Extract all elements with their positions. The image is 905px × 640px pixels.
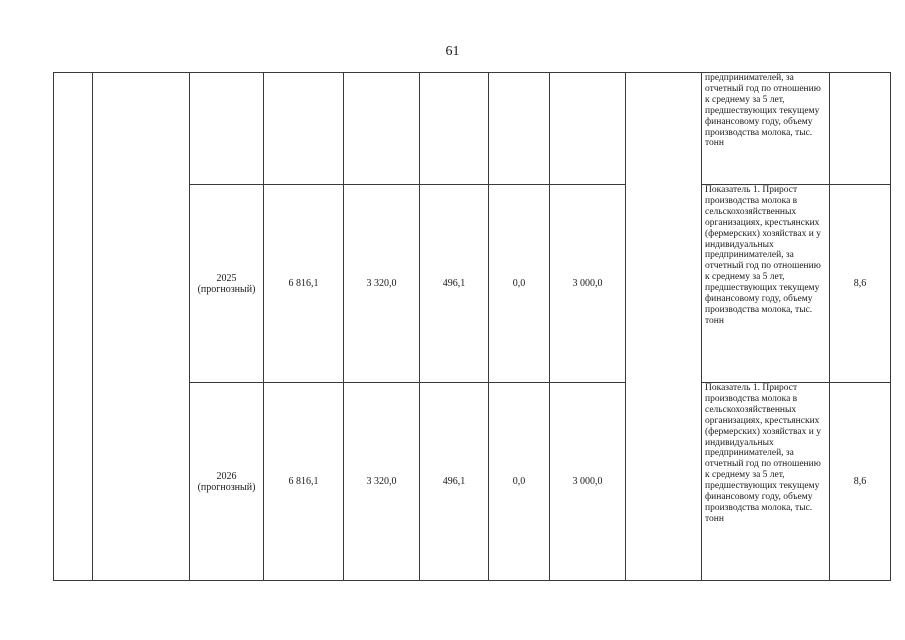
program-table [53,72,891,581]
cell-year [190,185,264,383]
cell-col5: 3 000,0 [550,185,626,383]
year-note: (прогнозный) [197,481,256,493]
cell-total-empty [264,73,344,185]
year-label: 2025 [216,272,237,284]
cell-year [190,383,264,581]
cell-indicator-continued: предпринимателей, за отчетный год по отношению к среднему за 5 лет, предшествующих текущему финансовому году, объему производства молока, тыс. тонн [702,73,830,185]
cell-name [93,73,190,581]
cell-responsible [626,73,702,581]
cell-col4: 0,0 [489,383,550,581]
cell-col4: 0,0 [489,185,550,383]
page-number: 61 [445,44,460,59]
cell-value-empty [830,73,891,185]
cell-col3: 496,1 [420,383,489,581]
cell-col2: 3 320,0 [344,383,420,581]
cell-value: 8,6 [830,383,891,581]
year-label: 2026 [216,470,237,482]
cell-col3-empty [420,73,489,185]
year-note: (прогнозный) [197,283,256,295]
cell-value: 8,6 [830,185,891,383]
table-row-continued [54,73,891,185]
cell-col5-empty [550,73,626,185]
cell-col4-empty [489,73,550,185]
cell-col3: 496,1 [420,185,489,383]
cell-number [54,73,93,581]
cell-total: 6 816,1 [264,185,344,383]
cell-indicator: Показатель 1. Прирост производства молока в сельскохозяйственных организациях, крестьянских (фермерских) хозяйствах и у индивидуальных предпринимателей, за отчетный год по отношению к среднему за 5 лет, предшествующих текущему финансовому году, объему производства молока, тыс. тонн [702,383,830,581]
cell-col5: 3 000,0 [550,383,626,581]
cell-indicator: Показатель 1. Прирост производства молока в сельскохозяйственных организациях, крестьянских (фермерских) хозяйствах и у индивидуальных предпринимателей, за отчетный год по отношению к среднему за 5 лет, предшествующих текущему финансовому году, объему производства молока, тыс. тонн [702,185,830,383]
cell-col2-empty [344,73,420,185]
cell-total: 6 816,1 [264,383,344,581]
cell-col2: 3 320,0 [344,185,420,383]
cell-year-empty [190,73,264,185]
